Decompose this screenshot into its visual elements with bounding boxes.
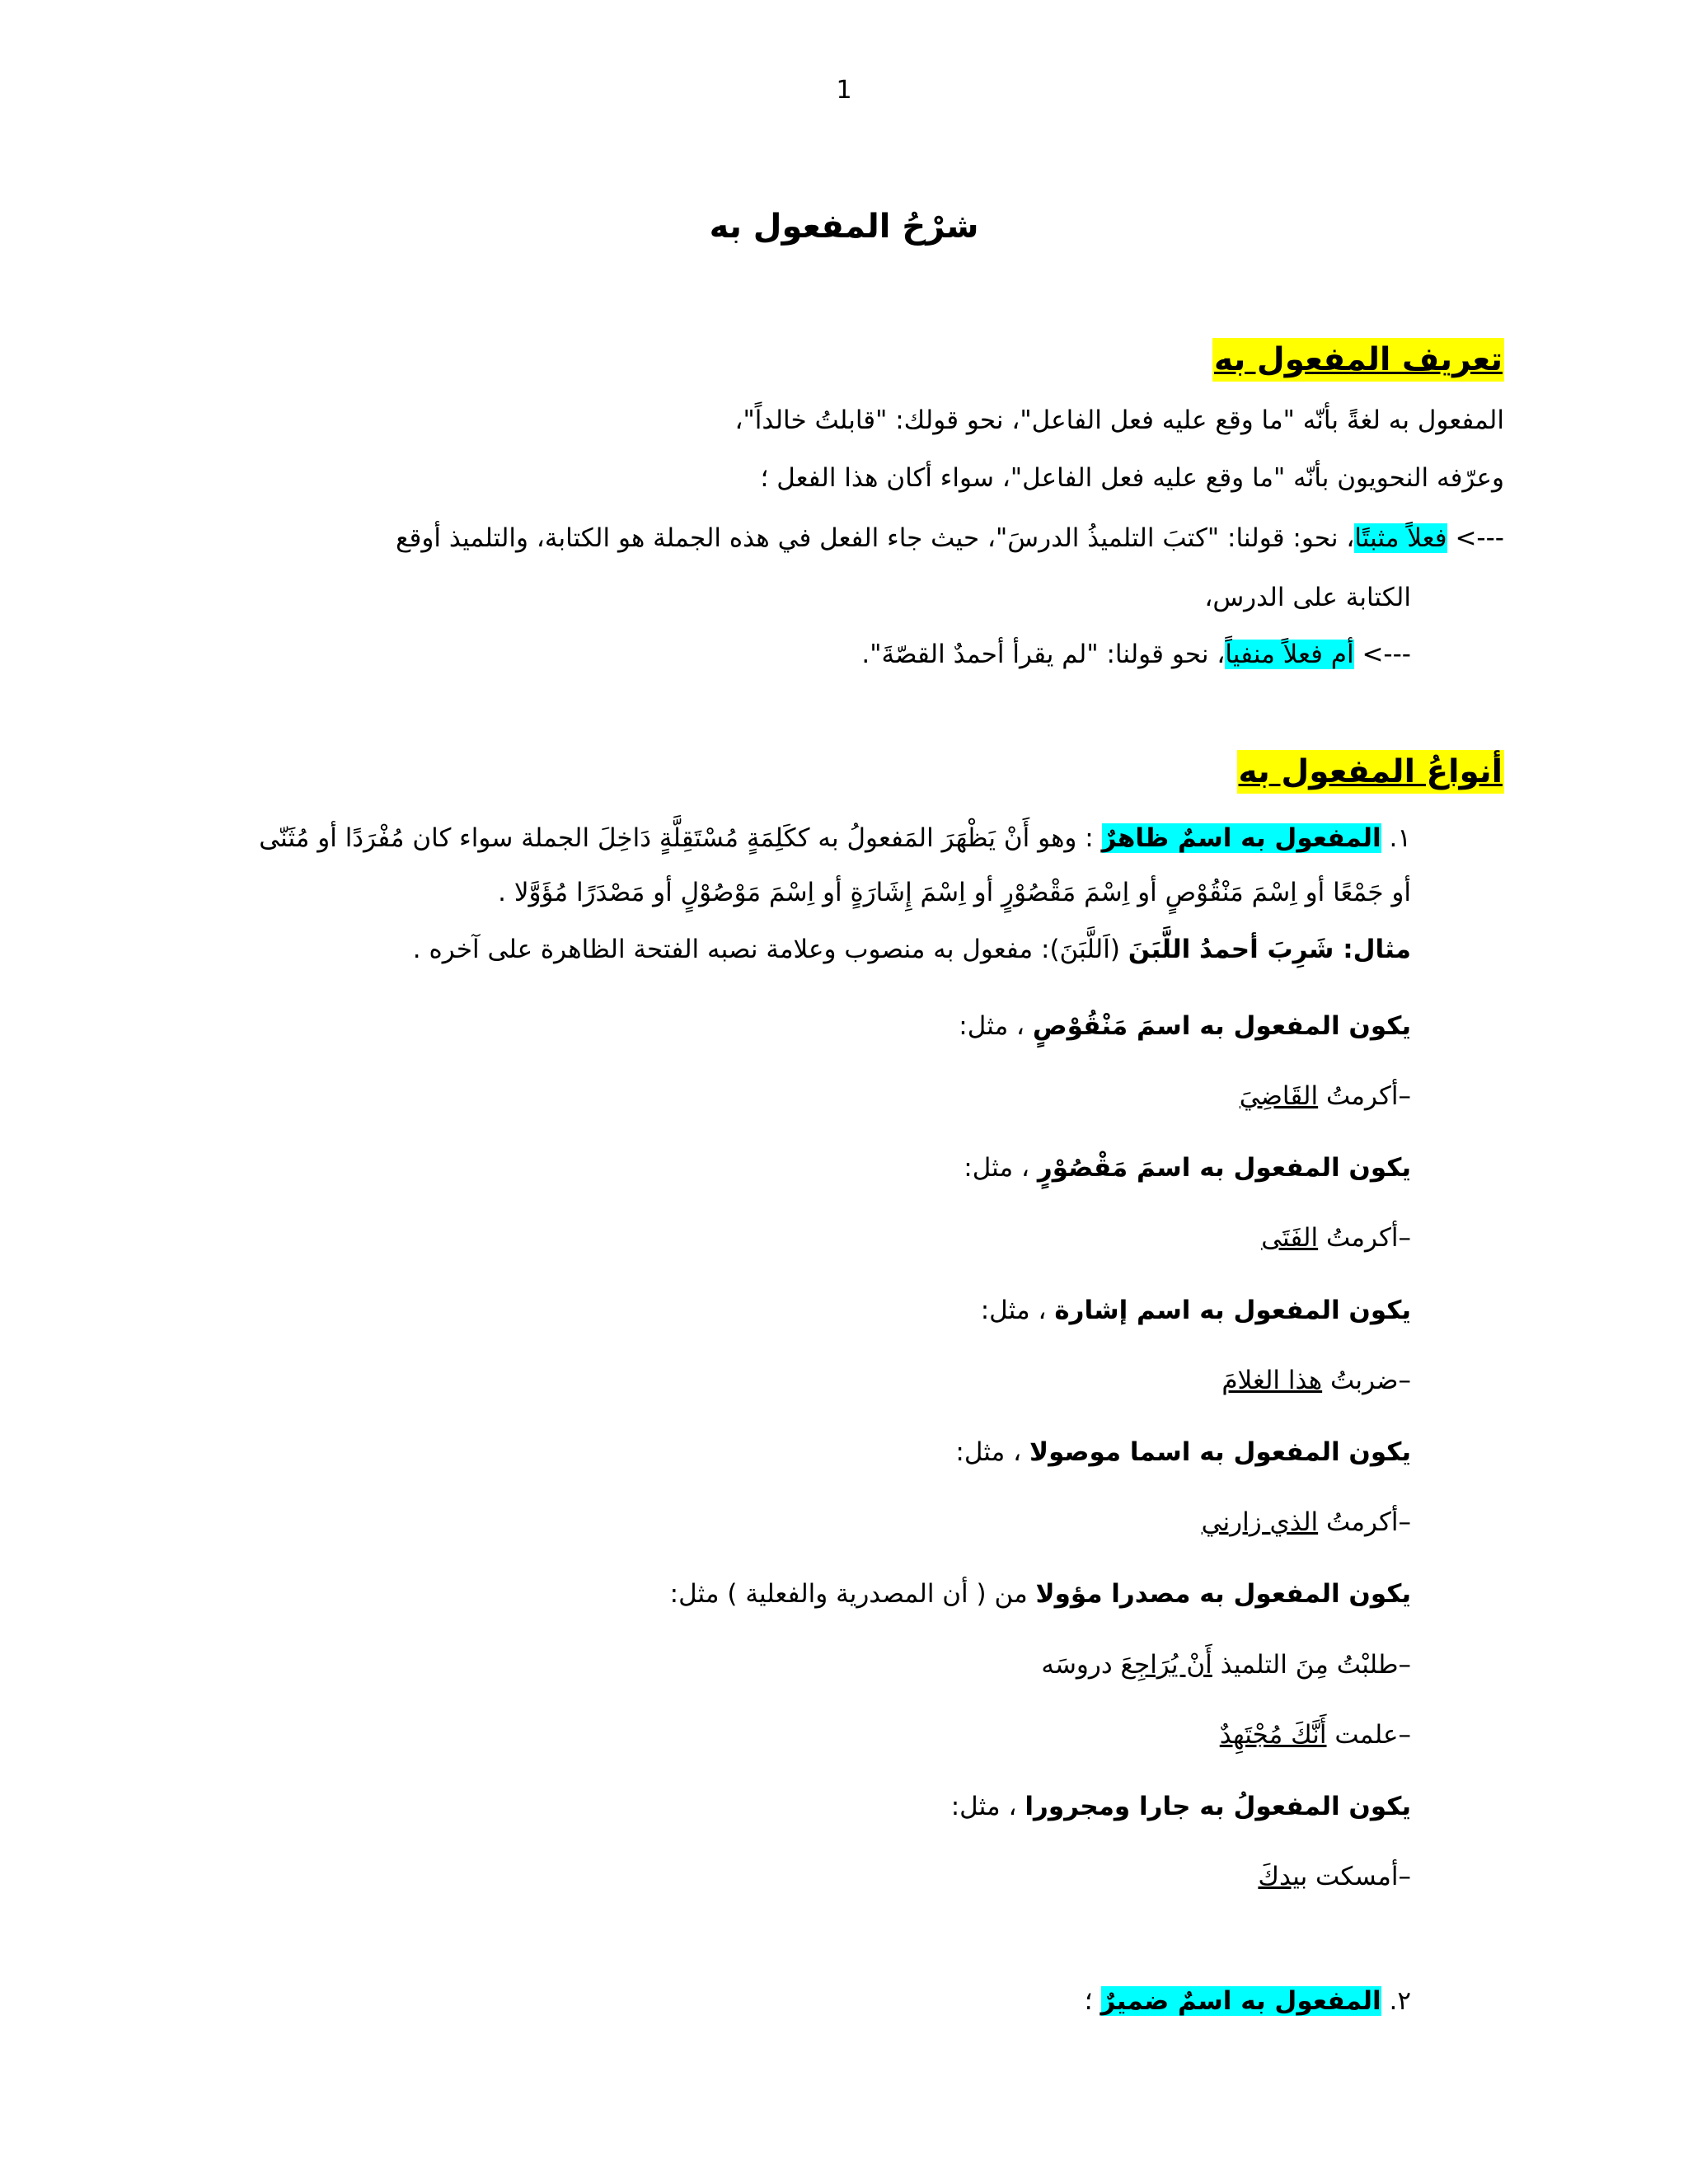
case-label: يكون المفعول به اسم إشارة	[1054, 1296, 1411, 1325]
case-suffix: ، مثل:	[959, 1011, 1033, 1041]
case-suffix: ، مثل:	[964, 1153, 1038, 1183]
type-1-text: : وهو أَنْ يَظْهَرَ المَفعولُ به ككَلِمَةٍ مُسْتَقِلَّةٍ دَاخِلَ الجملة سواء كان مُفْرَدًا أو مُثَنّى	[259, 823, 1102, 853]
bullet-arrow: --->	[1455, 523, 1504, 553]
highlight-type-1: المفعول به اسمٌ ظاهرٌ	[1101, 823, 1381, 853]
definition-line-1: المفعول به لغةً بأنّه "ما وقع عليه فعل الفاعل"، نحو قولك: "قابلتُ خالداً"،	[734, 405, 1504, 435]
example-label: مثال: شَرِبَ أحمدُ اللَّبَنَ	[1128, 935, 1411, 964]
example-underlined: هذا الغلامَ	[1221, 1366, 1323, 1395]
section-heading-definition: تعريف المفعول به	[1212, 338, 1504, 382]
type-2-line	[1085, 1985, 1411, 2018]
case-header	[955, 1436, 1411, 1469]
case-label: يكون المفعول به اسمَ مَنْقُوْصٍ	[1032, 1011, 1411, 1041]
example-line	[413, 933, 1411, 966]
bullet-negative	[861, 638, 1411, 671]
case-suffix: ، مثل:	[955, 1437, 1029, 1467]
example-prefix: –أمسكت	[1307, 1862, 1411, 1891]
definition-line-2: وعرّفه النحويون بأنّه "ما وقع عليه فعل الفاعل"، سواء أكان هذا الفعل ؛	[760, 463, 1504, 493]
page-title: شرْحُ المفعول به	[709, 208, 979, 246]
example-prefix: –طلبْتُ مِنَ التلميذ	[1212, 1650, 1411, 1680]
case-header	[951, 1790, 1411, 1823]
case-example	[1221, 1364, 1411, 1397]
section-heading-types: أنواعُ المفعول به	[1237, 750, 1504, 794]
case-example	[1220, 1718, 1411, 1751]
highlight-affirmative: فعلاً مثبتًا	[1354, 523, 1447, 553]
case-suffix: من ( أن المصدرية والفعلية ) مثل:	[669, 1579, 1036, 1609]
type-2-number: ٢.	[1389, 1986, 1411, 2016]
example-underlined: بيدكَ	[1258, 1862, 1308, 1891]
type-1-number: ١.	[1389, 823, 1411, 853]
case-header	[981, 1294, 1411, 1327]
bullet-negative-text: ، نحو قولنا: "لم يقرأ أحمدٌ القصّةَ".	[861, 640, 1226, 669]
example-prefix: –علمت	[1326, 1720, 1411, 1750]
case-header	[959, 1010, 1411, 1043]
example-underlined: الفَتَى	[1261, 1223, 1319, 1253]
case-label: يكون المفعول به اسما موصولا	[1029, 1437, 1411, 1467]
case-label: يكون المفعولُ به جارا ومجرورا	[1025, 1792, 1411, 1821]
example-prefix: –أكرمتُ	[1318, 1223, 1411, 1253]
bullet-affirmative-text: ، نحو: قولنا: "كتبَ التلميذُ الدرسَ"، حيث جاء الفعل في هذه الجملة هو الكتابة، والتلميذ أوقع	[396, 523, 1355, 553]
case-header	[964, 1151, 1411, 1184]
bullet-affirmative	[396, 522, 1504, 555]
type-1-line	[259, 822, 1411, 855]
case-example	[1258, 1860, 1411, 1893]
example-prefix: –ضربتُ	[1322, 1366, 1411, 1395]
type-2-text: ؛	[1084, 1986, 1101, 2016]
bullet-affirmative-continuation: الكتابة على الدرس،	[1204, 583, 1411, 612]
case-suffix: ، مثل:	[950, 1792, 1025, 1821]
case-label: يكون المفعول به اسمَ مَقْصُوْرٍ	[1037, 1153, 1411, 1183]
case-example	[1041, 1648, 1411, 1681]
case-example	[1240, 1080, 1411, 1113]
example-prefix: –أكرمتُ	[1318, 1081, 1411, 1111]
case-example	[1261, 1221, 1411, 1254]
example-rest: دروسَه	[1041, 1650, 1121, 1680]
type-1-continuation: أو جَمْعًا أو اِسْمَ مَنْقُوْصٍ أو اِسْمَ مَقْصُوْرٍ أو اِسْمَ إِشَارَةٍ أو اِسْمَ مَوْصُوْلٍ أو مَصْدَرًا مُؤَوَّلا .	[498, 878, 1411, 907]
case-suffix: ، مثل:	[980, 1296, 1055, 1325]
highlight-negative: أم فعلاً منفياً	[1225, 640, 1354, 669]
example-parenthetical: (اَللَّبَنَ):	[1033, 935, 1128, 964]
case-example	[1202, 1506, 1411, 1539]
example-explanation: مفعول به منصوب وعلامة نصبه الفتحة الظاهرة على آخره .	[412, 935, 1034, 964]
example-underlined: الذي زارني	[1201, 1507, 1319, 1537]
case-label: يكون المفعول به مصدرا مؤولا	[1035, 1579, 1411, 1609]
example-prefix: –أكرمتُ	[1318, 1507, 1411, 1537]
example-underlined: أَنَّكَ مُجْتَهِدٌ	[1219, 1720, 1327, 1750]
example-underlined: أَنْ يُرَاجِعَ	[1120, 1650, 1212, 1680]
case-header	[670, 1577, 1411, 1610]
example-underlined: القَاضِيَ	[1239, 1081, 1319, 1111]
page-number: 1	[836, 76, 852, 105]
bullet-arrow: --->	[1362, 640, 1411, 669]
highlight-type-2: المفعول به اسمٌ ضميرٌ	[1100, 1986, 1381, 2016]
